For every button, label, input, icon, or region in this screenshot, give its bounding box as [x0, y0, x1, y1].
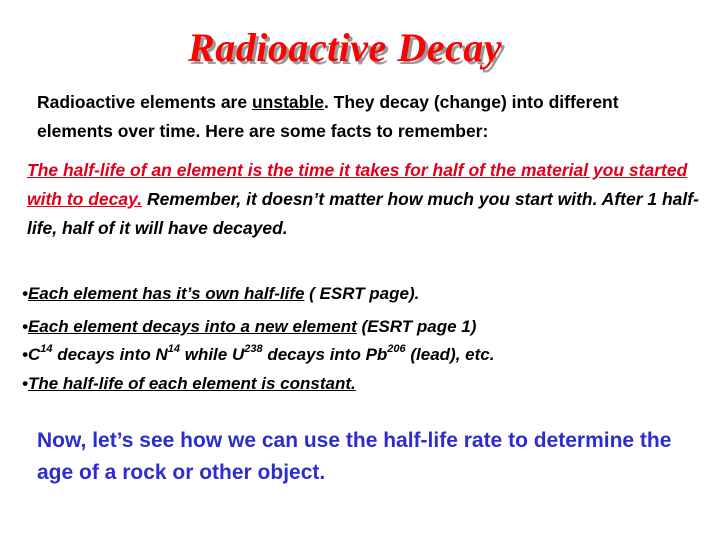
- half-life-definition: The half-life of an element is the time it takes for half of the material you started with to decay.: [27, 160, 688, 209]
- carbon-mass: 14: [40, 343, 53, 356]
- half-life-remember: Remember, it doesn’t matter how much you start with. After 1 half-life, half of it will have decayed.: [27, 189, 699, 238]
- fact-decays-new-element: [22, 317, 476, 337]
- fact-constant-half-life: [22, 374, 356, 394]
- fact-text: decays into Pb: [262, 345, 388, 364]
- intro-paragraph: [37, 88, 697, 146]
- fact-text: (lead), etc.: [405, 345, 495, 364]
- intro-text-end: . They decay (change) into different elements over time. Here are some facts to remember:: [37, 92, 619, 141]
- bullet-mark: •: [22, 345, 28, 364]
- nitrogen-mass: 14: [167, 343, 180, 356]
- half-life-paragraph: [27, 156, 707, 243]
- intro-unstable-word: unstable: [251, 92, 324, 112]
- intro-text-start: Radioactive elements are: [37, 92, 252, 112]
- lead-mass: 206: [387, 343, 406, 356]
- slide-title: Radioactive Decay: [188, 25, 502, 70]
- closing-paragraph: Now, let’s see how we can use the half-life rate to determine the age of a rock or other object.: [37, 429, 672, 484]
- bullet-mark: •: [22, 374, 28, 393]
- fact-text: while U: [180, 345, 245, 364]
- carbon-symbol: C: [27, 345, 41, 364]
- uranium-mass: 238: [244, 343, 263, 356]
- fact-own-half-life: [22, 284, 419, 304]
- fact-underlined: Each element decays into a new element: [27, 317, 357, 336]
- bullet-mark: •: [22, 317, 28, 336]
- fact-text: decays into N: [52, 345, 168, 364]
- bullet-mark: •: [22, 284, 28, 303]
- fact-rest: (ESRT page 1): [356, 317, 477, 336]
- fact-isotope-examples: [22, 345, 494, 365]
- fact-underlined: The half-life of each element is constant.: [27, 374, 356, 393]
- fact-rest: ( ESRT page).: [304, 284, 420, 303]
- fact-underlined: Each element has it’s own half-life: [27, 284, 305, 303]
